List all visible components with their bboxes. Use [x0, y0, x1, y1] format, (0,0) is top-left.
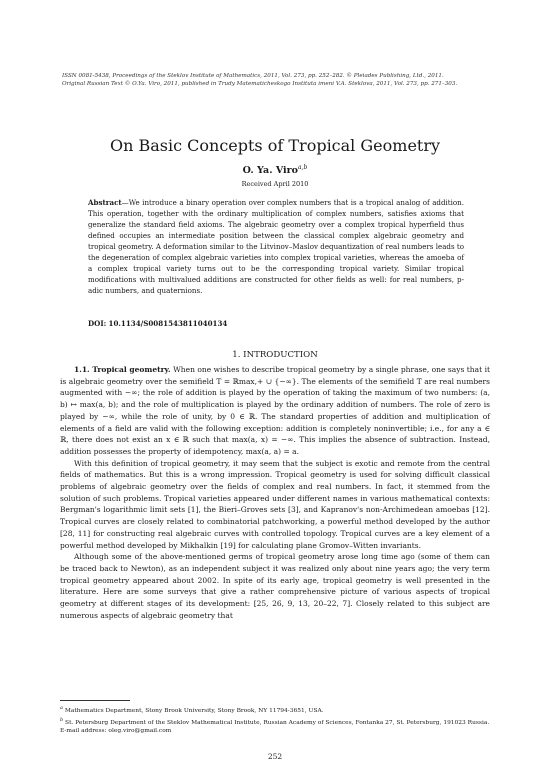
author-affiliation-marks: a,b	[297, 164, 308, 171]
author-name: O. Ya. Viro	[242, 165, 298, 177]
paragraph-2: With this definition of tropical geometry, it may seem that the subject is exotic and remote from the central fields of mathematics. But this is a wrong impression. Tropical geometry is used for solving difficult classical problems of algebraic geometry over the fields of complex and real numbers. In fact, it stemmed from the solution of such problems. Tropical varieties appeared under different names in various mathematical contexts: Bergman's logarithmic limit sets [1], the Bieri–Groves sets [3], and Kapranov's non-Archimedean amoebas [12]. Tropical curves are closely related to combinatorial patchworking, a powerful method developed by the author [28, 11] for constructing real algebraic curves with controlled topology. Tropical curves are a key element of a powerful method developed by Mikhalkin [19] for calculating plane Gromov–Witten invariants.	[60, 458, 490, 550]
page-number: 252	[267, 752, 283, 761]
body-text	[60, 364, 490, 621]
footnote-divider	[60, 700, 130, 701]
doi-value: 10.1134/S0081543811040134	[108, 319, 228, 328]
received-date: Received April 2010	[241, 180, 309, 188]
doi-label: DOI:	[88, 319, 107, 328]
author-line	[0, 164, 550, 176]
header-line-2: Original Russian Text © O.Ya. Viro, 2011, published in Trudy Matematicheskogo Instituta imeni V.A. Steklova, 2011, Vol. 273, pp. 271–303.	[62, 81, 458, 87]
journal-header	[62, 72, 492, 88]
footnote-b-text: St. Petersburg Department of the Steklov Mathematical Institute, Russian Academy of Sciences, Fontanka 27, St. Petersburg, 191023 Russia.	[65, 719, 490, 726]
paper-title: On Basic Concepts of Tropical Geometry	[109, 136, 441, 155]
email-address: E-mail address: oleg.viro@gmail.com	[60, 728, 172, 735]
abstract-label: Abstract	[88, 198, 122, 207]
paragraph-3: Although some of the above-mentioned germs of tropical geometry arose long time ago (some of them can be traced back to Newton), as an independent subject it was realized only about nine years ago; the very term tropical geometry appeared about 2002. In spite of its early age, tropical geometry is well presented in the literature. Here are some surveys that give a rather comprehensive picture of various aspects of tropical geometry at different stages of its development: [25, 26, 9, 13, 20–22, 7]. Closely related to this subject are numerous aspects of algebraic geometry that	[60, 552, 490, 620]
doi-line	[88, 319, 464, 328]
section-heading: 1. INTRODUCTION	[232, 350, 318, 360]
abstract-text: —We introduce a binary operation over complex numbers that is a tropical analog of addition. This operation, together with the ordinary multiplication of complex numbers, satisfies axioms that generalize the standard field axioms. The algebraic geometry over a complex tropical hyperfield thus defined occupies an intermediate position between the classical complex algebraic geometry and tropical geometry. A deformation similar to the Litvinov–Maslov dequantization of real numbers leads to the degeneration of complex algebraic varieties into complex tropical varieties, whereas the amoeba of a complex tropical variety turns out to be the corresponding tropical variety. Similar tropical modifications with multivalued additions are constructed for other fields as well: for real numbers, p-adic numbers, and quaternions.	[88, 198, 464, 295]
footnote-b-mark: b	[60, 716, 64, 723]
header-line-1: ISSN 0081-5438, Proceedings of the Steklov Institute of Mathematics, 2011, Vol. 273, pp. 252–282. © Pleiades Publishing, Ltd., 2011.	[62, 73, 444, 79]
footnote-a	[60, 704, 490, 716]
footnotes	[60, 704, 490, 736]
footnote-a-mark: a	[60, 705, 63, 711]
paragraph-1-text: When one wishes to describe tropical geometry by a single phrase, one says that it is algebraic geometry over the semifield T = ℝmax,+ ∪ {−∞}. The elements of the semifield T are real numbers augmented with −∞; the role of addition is played by the operation of taking the maximum of two numbers: (a, b) ↦ max(a, b); and the role of multiplication is played by the ordinary addition of numbers. The role of zero is played by −∞, while the role of unity, by 0 ∈ ℝ. The standard properties of addition and multiplication of elements of a field are valid with the following exception: addition is completely noninvertible; i.e., for any a ∈ ℝ, there does not exist an x ∈ ℝ such that max(a, x) = −∞. This implies the absence of subtraction. Instead, addition possesses the property of idempotency, max(a, a) = a.	[60, 365, 490, 456]
abstract	[88, 198, 464, 297]
footnote-a-text: Mathematics Department, Stony Brook University, Stony Brook, NY 11794-3651, USA.	[64, 707, 324, 714]
footnote-b	[60, 716, 490, 728]
subsection-heading: 1.1. Tropical geometry.	[74, 365, 171, 374]
paragraph-1	[60, 364, 490, 458]
